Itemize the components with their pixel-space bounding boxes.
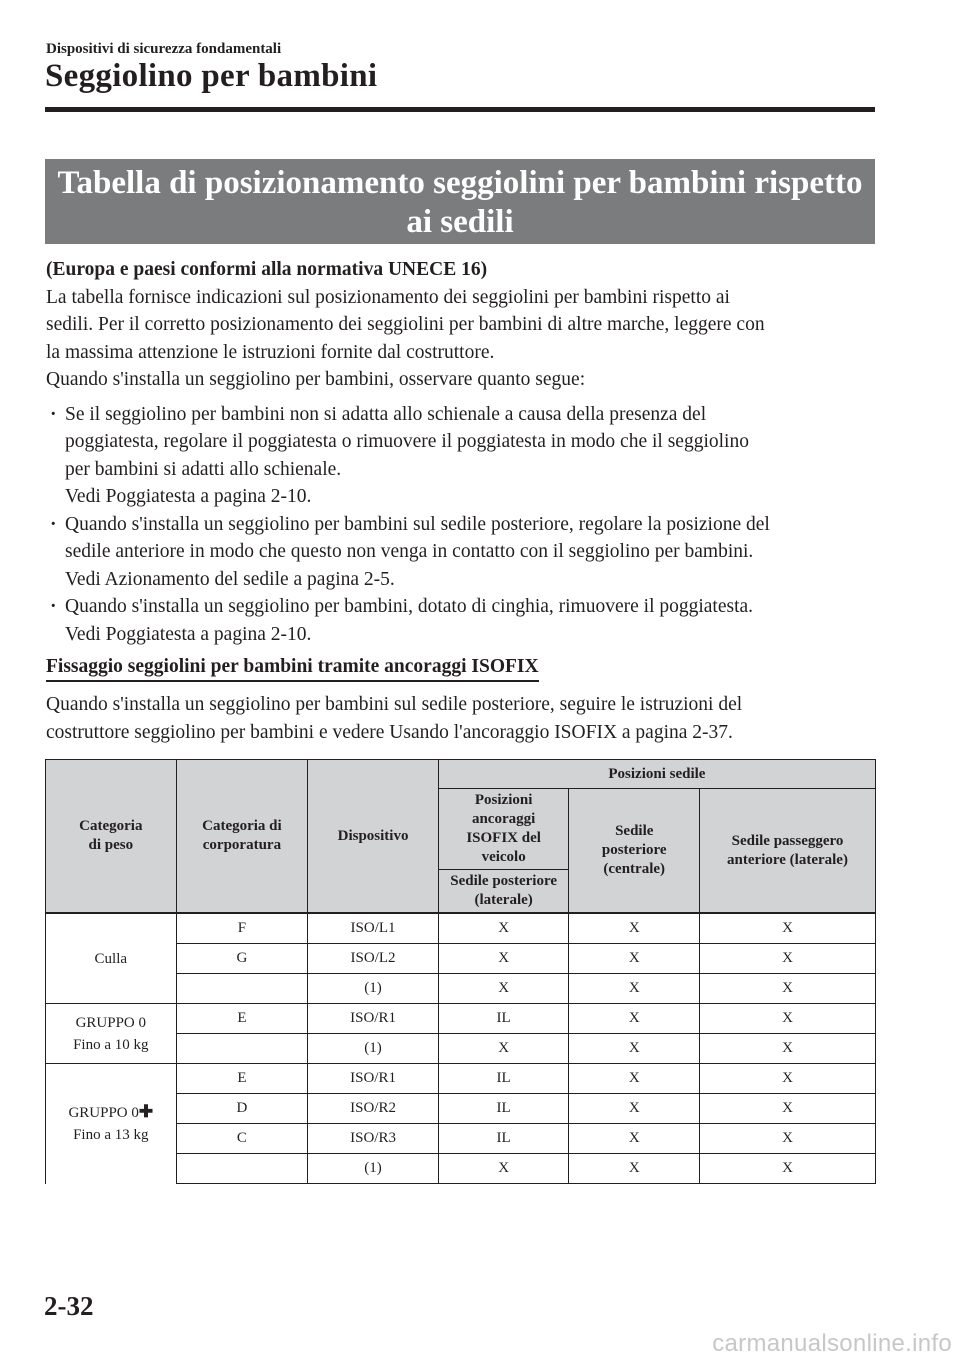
- intro-line: la massima attenzione le istruzioni fornite dal costruttore.: [46, 341, 495, 363]
- list-line: Quando s'installa un seggiolino per bambini, dotato di cinghia, rimuovere il poggiatesta.: [65, 596, 754, 617]
- front-cell: X: [700, 944, 876, 974]
- list-item: [46, 593, 880, 648]
- group-name: GRUPPO 0: [75, 1014, 147, 1031]
- size-cell: [176, 974, 308, 1004]
- list-line: sedile anteriore in modo che questo non venga in contatto con il seggiolino per bambini.: [65, 541, 754, 562]
- rear-center-cell: X: [569, 1064, 700, 1094]
- intro-line: La tabella fornisce indicazioni sul posizionamento dei seggiolini per bambini rispetto ai: [46, 286, 730, 308]
- rear-center-cell: X: [569, 913, 700, 944]
- isofix-heading: Fissaggio seggiolini per bambini tramite ancoraggi ISOFIX: [46, 654, 539, 682]
- page-reference: Vedi Poggiatesta a pagina 2-10.: [65, 486, 312, 507]
- rear-center-cell: X: [569, 1154, 700, 1184]
- rear-side-cell: IL: [438, 1094, 569, 1124]
- rear-side-cell: X: [438, 913, 569, 944]
- device-cell: ISO/R2: [308, 1094, 439, 1124]
- page-reference: Vedi Azionamento del sedile a pagina 2-5.: [65, 568, 395, 590]
- device-cell: ISO/L2: [308, 944, 439, 974]
- device-cell: ISO/R3: [308, 1124, 439, 1154]
- banner-line: ai sedili: [406, 204, 514, 240]
- weight-limit: Fino a 13 kg: [73, 1127, 149, 1144]
- device-cell: ISO/R1: [308, 1004, 439, 1034]
- list-line: Se il seggiolino per bambini non si adatta allo schienale a causa della presenza del: [65, 403, 707, 425]
- weight-category-cell: [46, 1064, 177, 1184]
- weight-category-cell: [46, 1004, 177, 1064]
- rear-center-cell: X: [569, 1034, 700, 1064]
- list-item: [46, 401, 880, 511]
- rear-center-cell: X: [569, 1004, 700, 1034]
- isofix-line: costruttore seggiolino per bambini e vedere Usando l'ancoraggio ISOFIX a pagina 2-37.: [46, 721, 733, 743]
- isofix-line: Quando s'installa un seggiolino per bambini sul sedile posteriore, seguire le istruzioni del: [46, 694, 743, 715]
- page-title: Seggiolino per bambini: [45, 58, 378, 94]
- page-number: 2-32: [44, 1291, 94, 1321]
- device-cell: (1): [308, 1034, 439, 1064]
- table-row: [46, 1004, 876, 1034]
- header-weight-category: Categoria di peso: [46, 760, 177, 914]
- rear-side-cell: X: [438, 944, 569, 974]
- title-rule: [45, 107, 875, 112]
- section-label: Dispositivi di sicurezza fondamentali: [46, 41, 282, 57]
- list-line: poggiatesta, regolare il poggiatesta o rimuovere il poggiatesta in modo che il seggiolino: [65, 431, 749, 452]
- seat-position-table: [45, 759, 876, 1184]
- header-seat-positions: Posizioni sedile: [438, 760, 875, 789]
- rear-side-cell: X: [438, 1034, 569, 1064]
- table-row: [46, 1064, 876, 1094]
- bullet-dot: ·: [50, 596, 57, 617]
- size-cell: D: [176, 1094, 308, 1124]
- header-size-category: Categoria di corporatura: [176, 760, 308, 914]
- table-row: [46, 913, 876, 944]
- body-text: [46, 256, 880, 746]
- group-name: GRUPPO 0: [68, 1105, 139, 1122]
- region-note: (Europa e paesi conformi alla normativa UNECE 16): [46, 259, 488, 280]
- front-cell: X: [700, 1004, 876, 1034]
- rear-center-cell: X: [569, 974, 700, 1004]
- header-rear-center: Sedile posteriore (centrale): [569, 789, 700, 914]
- rear-side-cell: X: [438, 974, 569, 1004]
- list-line: Quando s'installa un seggiolino per bambini sul sedile posteriore, regolare la posizione del: [65, 513, 770, 535]
- device-cell: (1): [308, 974, 439, 1004]
- banner-line: Tabella di posizionamento seggiolini per bambini rispetto: [57, 165, 863, 201]
- rear-side-cell: IL: [438, 1004, 569, 1034]
- weight-category-cell: Culla: [46, 913, 177, 1004]
- rear-side-cell: IL: [438, 1064, 569, 1094]
- watermark: carmanualsonline.info: [712, 1330, 952, 1357]
- size-cell: [176, 1034, 308, 1064]
- page-reference: Vedi Poggiatesta a pagina 2-10.: [65, 623, 312, 645]
- header-isofix-positions: Posizioni ancoraggi ISOFIX del veicolo: [438, 789, 569, 870]
- rear-center-cell: X: [569, 1124, 700, 1154]
- size-cell: E: [176, 1004, 308, 1034]
- front-cell: X: [700, 913, 876, 944]
- precaution-list: [46, 401, 880, 649]
- bullet-dot: ·: [50, 403, 57, 425]
- rear-center-cell: X: [569, 944, 700, 974]
- section-banner: [45, 159, 875, 244]
- device-cell: ISO/L1: [308, 913, 439, 944]
- size-cell: C: [176, 1124, 308, 1154]
- list-line: per bambini si adatti allo schienale.: [65, 458, 342, 480]
- header-front-passenger: Sedile passeggero anteriore (laterale): [700, 789, 876, 914]
- rear-side-cell: X: [438, 1154, 569, 1184]
- weight-limit: Fino a 10 kg: [73, 1036, 149, 1053]
- front-cell: X: [700, 1064, 876, 1094]
- list-item: [46, 511, 880, 594]
- header-rear-side: Sedile posteriore (laterale): [438, 870, 569, 914]
- front-cell: X: [700, 1034, 876, 1064]
- size-cell: E: [176, 1064, 308, 1094]
- intro-line: sedili. Per il corretto posizionamento dei seggiolini per bambini di altre marche, leggere con: [46, 314, 765, 335]
- size-cell: [176, 1154, 308, 1184]
- rear-center-cell: X: [569, 1094, 700, 1124]
- device-cell: ISO/R1: [308, 1064, 439, 1094]
- front-cell: X: [700, 1124, 876, 1154]
- intro-line: Quando s'installa un seggiolino per bambini, osservare quanto segue:: [46, 369, 586, 390]
- size-cell: G: [176, 944, 308, 974]
- device-cell: (1): [308, 1154, 439, 1184]
- header-device: Dispositivo: [308, 760, 439, 914]
- size-cell: F: [176, 913, 308, 944]
- front-cell: X: [700, 1094, 876, 1124]
- rear-side-cell: IL: [438, 1124, 569, 1154]
- bullet-dot: ·: [50, 513, 57, 535]
- front-cell: X: [700, 974, 876, 1004]
- plus-mark-icon: ✚: [138, 1102, 154, 1122]
- front-cell: X: [700, 1154, 876, 1184]
